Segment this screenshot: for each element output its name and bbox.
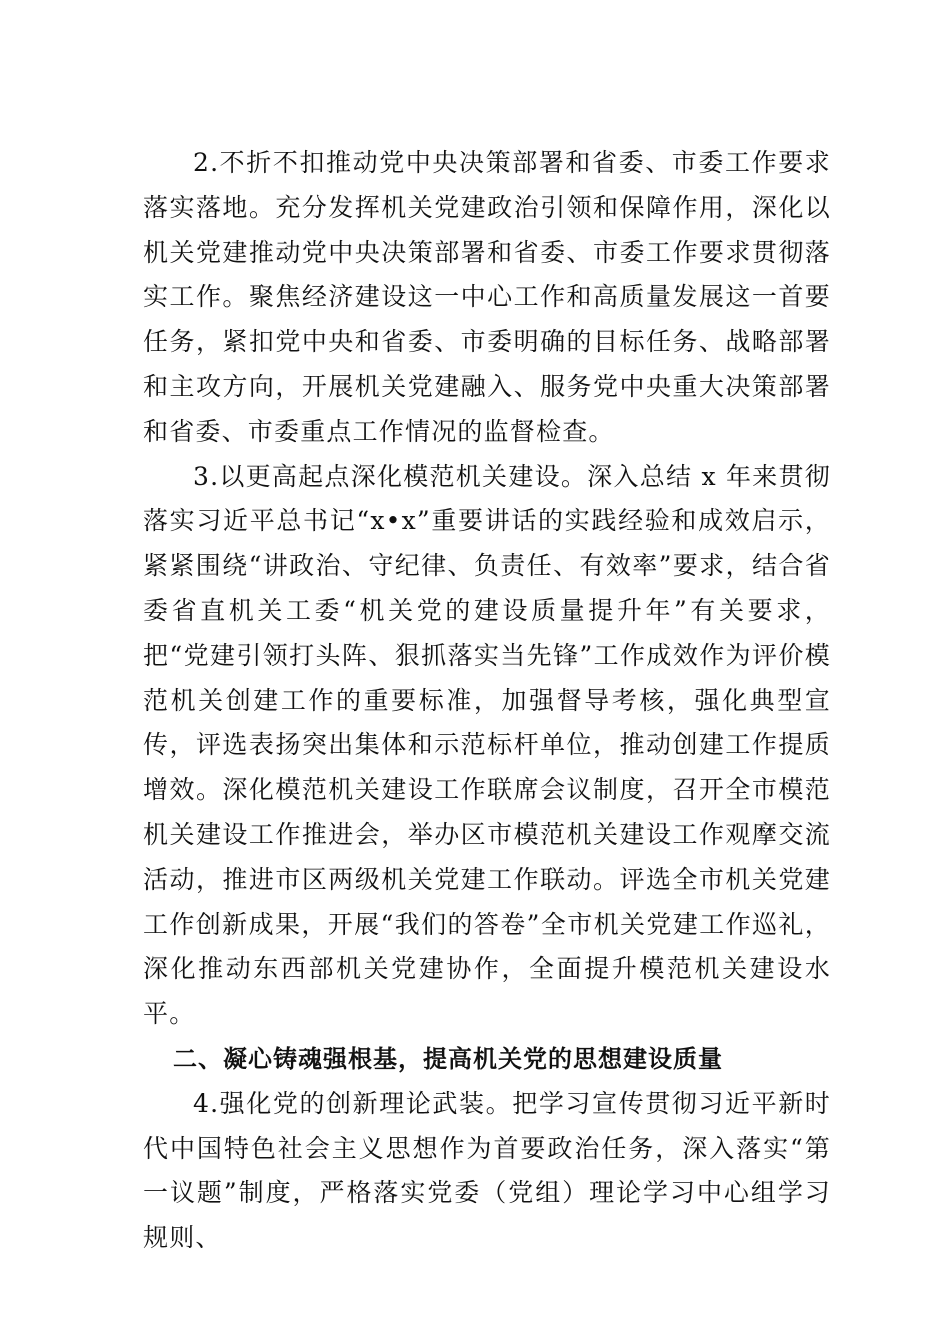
section-heading: 二、凝心铸魂强根基，提高机关党的思想建设质量	[173, 1044, 723, 1073]
paragraph-2: 2.不折不扣推动党中央决策部署和省委、市委工作要求落实落地。充分发挥机关党建政治引领和保障作用，深化以机关党建推动党中央决策部署和省委、市委工作要求贯彻落实工作。聚焦经济建设这一中心工作和高质量发展这一首要任务，紧扣党中央和省委、市委明确的目标任务、战略部署和主攻方向，开展机关党建融入、服务党中央重大决策部署和省委、市委重点工作情况的监督检查。	[143, 148, 831, 446]
paragraph-3: 3.以更高起点深化模范机关建设。深入总结 x 年来贯彻落实习近平总书记“x•x”重要讲话的实践经验和成效启示，紧紧围绕“讲政治、守纪律、负责任、有效率”要求，结合省委省直机关工委“机关党的建设质量提升年”有关要求，把“党建引领打头阵、狠抓落实当先锋”工作成效作为评价模范机关创建工作的重要标准，加强督导考核，强化典型宣传，评选表扬突出集体和示范标杆单位，推动创建工作提质增效。深化模范机关建设工作联席会议制度，召开全市模范机关建设工作推进会，举办区市模范机关建设工作观摩交流活动，推进市区两级机关党建工作联动。评选全市机关党建工作创新成果，开展“我们的答卷”全市机关党建工作巡礼，深化推动东西部机关党建协作，全面提升模范机关建设水平。	[143, 461, 831, 1029]
paragraph-4: 4.强化党的创新理论武装。把学习宣传贯彻习近平新时代中国特色社会主义思想作为首要政治任务，深入落实“第一议题”制度，严格落实党委（党组）理论学习中心组学习规则、	[143, 1088, 831, 1253]
document-body	[143, 141, 831, 1261]
